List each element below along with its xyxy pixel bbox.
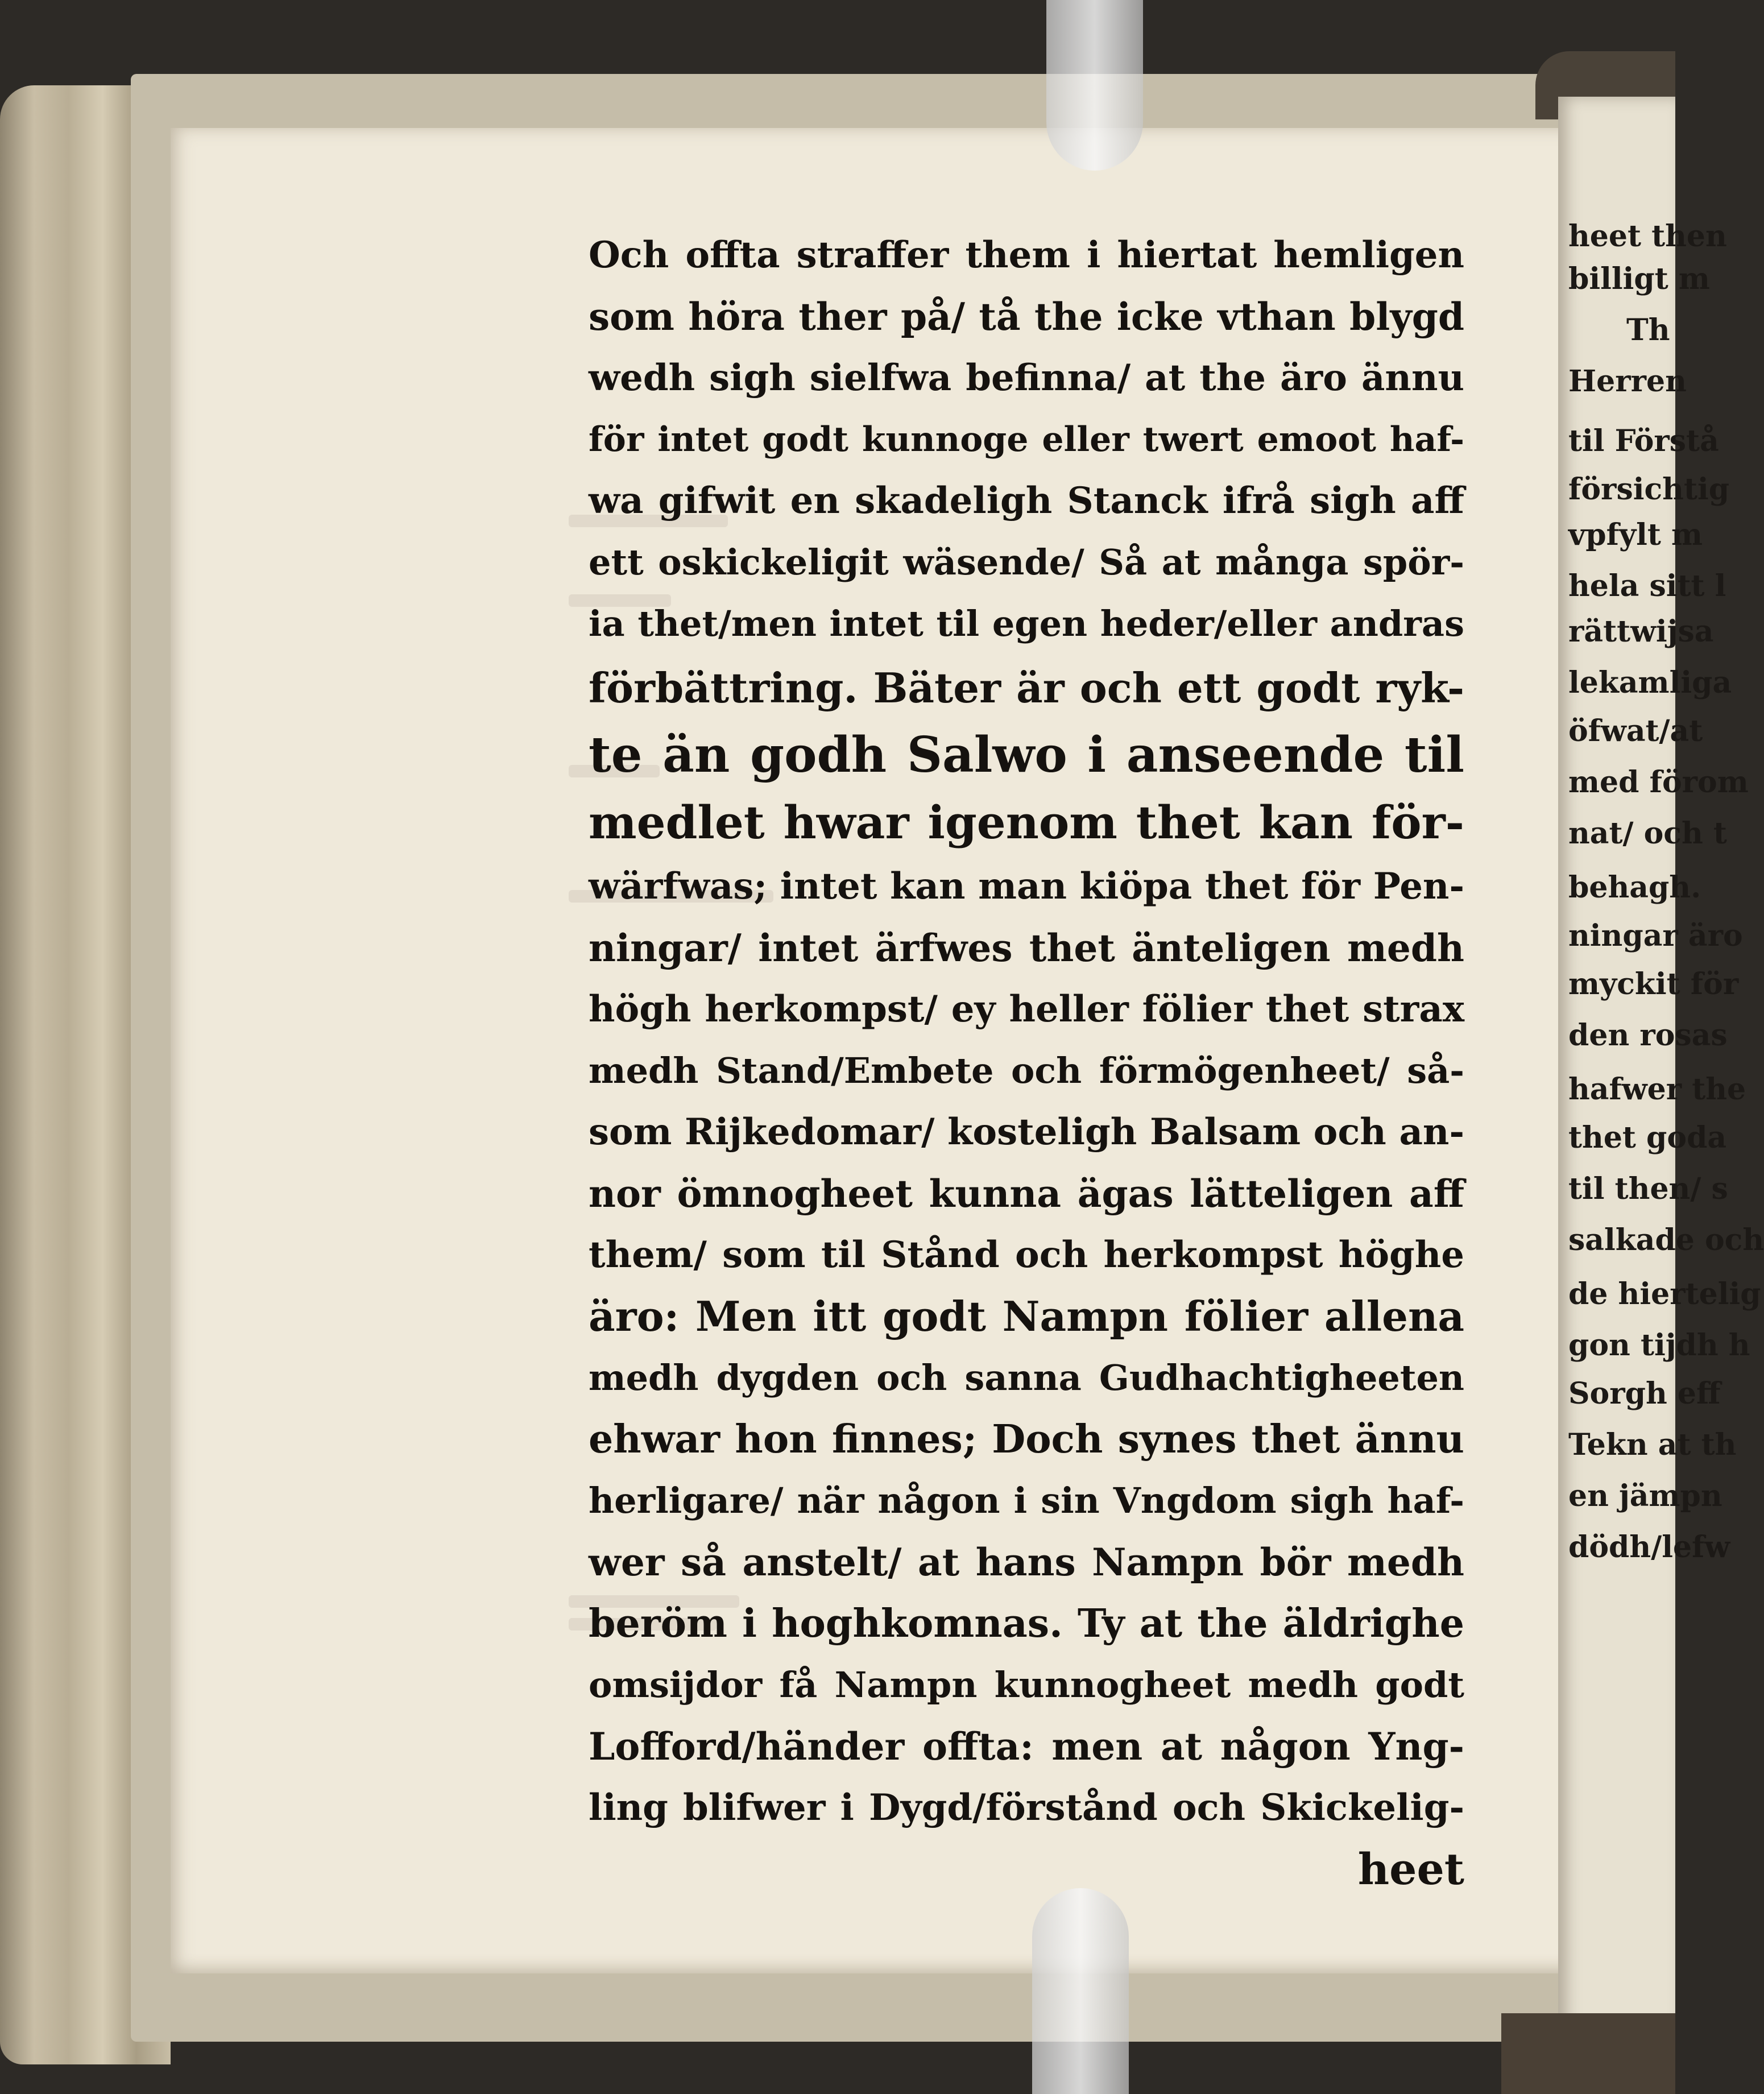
facing-page-line: rättwijsa: [1568, 614, 1714, 649]
text-line: som höra ther på/ tå the icke vthan blygd: [589, 295, 1464, 339]
text-line: för intet godt kunnoge eller twert emoot haf-: [589, 420, 1464, 460]
facing-page-line: til then/ s: [1568, 1172, 1728, 1206]
facing-page-line: nat/ och t: [1568, 816, 1727, 851]
text-line: Och offta straffer them i hiertat hemligen: [589, 234, 1464, 276]
text-line: wa gifwit en skadeligh Stanck ifrå sigh aff: [589, 479, 1464, 522]
text-line: som Rijkedomar/ kosteligh Balsam och an-: [589, 1111, 1464, 1153]
text-line: ehwar hon finnes; Doch synes thet ännu: [589, 1417, 1464, 1462]
text-line: äro: Men itt godt Nampn fölier allena: [589, 1292, 1464, 1340]
text-line: herligare/ när någon i sin Vngdom sigh haf-: [589, 1480, 1464, 1521]
facing-page-line: hafwer the: [1568, 1072, 1746, 1107]
facing-page-line: behagh.: [1568, 870, 1701, 905]
facing-page-line: med förom: [1568, 765, 1749, 800]
text-line: förbättring. Bäter är och ett godt ryk-: [589, 664, 1464, 712]
binding-bottom: [1501, 2013, 1675, 2094]
facing-page-line: heet then: [1568, 219, 1727, 254]
text-line: ling blifwer i Dygd/förstånd och Skickelig-: [589, 1786, 1464, 1829]
text-line: ningar/ intet ärfwes thet änteligen medh: [589, 926, 1464, 970]
page-clip-top: [1046, 0, 1143, 171]
catchword: heet: [1357, 1844, 1464, 1894]
page-clip-bottom: [1032, 1888, 1129, 2094]
facing-page-line: salkade och: [1568, 1223, 1764, 1257]
text-line: wer så anstelt/ at hans Nampn bör medh: [589, 1540, 1464, 1584]
text-line: omsijdor få Nampn kunnogheet medh godt: [589, 1664, 1464, 1706]
facing-page-line: ningar äro: [1568, 918, 1743, 953]
facing-page: [1558, 97, 1764, 2042]
facing-page-line: öfwat/at: [1568, 714, 1703, 748]
facing-page-line: lekamliga: [1568, 665, 1732, 700]
facing-page-line: til Förstå: [1568, 424, 1719, 458]
facing-page-line: Th: [1626, 313, 1670, 347]
facing-page-line: thet goda: [1568, 1120, 1727, 1155]
text-line: wedh sigh sielfwa befinna/ at the äro ännu: [589, 357, 1464, 399]
facing-page-line: försichtig: [1568, 472, 1730, 507]
text-line: wärfwas; intet kan man kiöpa thet för Pen-: [589, 865, 1464, 908]
text-line: beröm i hoghkomnas. Ty at the äldrighe: [589, 1601, 1464, 1646]
facing-page-line: Tekn at th: [1568, 1427, 1737, 1462]
text-line: nor ömnogheet kunna ägas lätteligen aff: [589, 1172, 1464, 1216]
text-line: Lofford/händer offta: men at någon Yng-: [589, 1724, 1464, 1769]
main-text-block: [589, 225, 1464, 1900]
facing-page-line: vpfylt m: [1568, 518, 1703, 552]
text-line: medlet hwar igenom thet kan för-: [589, 796, 1464, 849]
text-line: ett oskickeligit wäsende/ Så at många spör-: [589, 541, 1464, 583]
text-line: ia thet/men intet til egen heder/eller andras: [589, 603, 1464, 644]
facing-page-line: hela sitt l: [1568, 569, 1726, 603]
facing-page-line: Sorgh eff: [1568, 1376, 1721, 1411]
facing-page-line: myckit för: [1568, 967, 1739, 1002]
text-line: medh Stand/Embete och förmögenheet/ så-: [589, 1050, 1464, 1091]
facing-page-line: dödh/lefw: [1568, 1530, 1730, 1565]
text-line: medh dygden och sanna Gudhachtigheeten: [589, 1357, 1464, 1398]
facing-page-line: en jämpn: [1568, 1479, 1722, 1513]
facing-page-line: den rosas: [1568, 1018, 1728, 1053]
facing-page-line: de hiertelig: [1568, 1277, 1761, 1311]
text-line: them/ som til Stånd och herkompst höghe: [589, 1234, 1464, 1276]
text-line: högh herkompst/ ey heller fölier thet strax: [589, 988, 1464, 1031]
text-line: te än godh Salwo i anseende til: [589, 726, 1464, 784]
facing-page-line: Herren: [1568, 364, 1687, 399]
facing-page-line: billigt m: [1568, 262, 1710, 296]
facing-page-line: gon tijdh h: [1568, 1328, 1750, 1363]
